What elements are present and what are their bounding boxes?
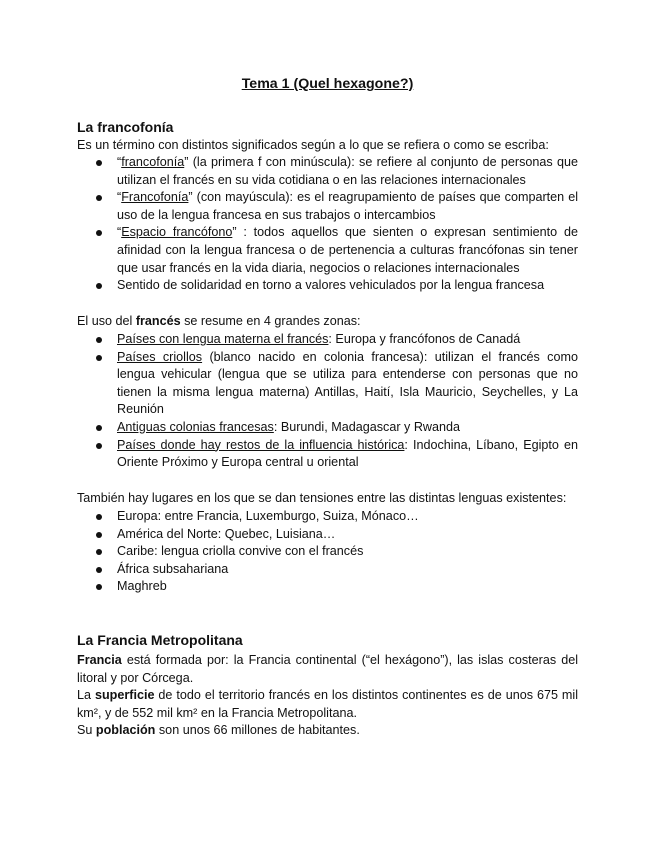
section-heading-francofonia: La francofonía [77,119,174,135]
list-item: Maghreb [77,578,578,596]
list-item: Sentido de solidaridad en torno a valores vehiculados por la lengua francesa [77,277,578,295]
term: Países criollos [117,349,203,364]
list-item: Antiguas colonias francesas: Burundi, Madagascar y Rwanda [77,419,578,437]
term: Francofonía [121,190,189,205]
bullet-icon [96,425,102,431]
term: Espacio francófono [121,225,233,240]
list-item: Caribe: lengua criolla convive con el francés [77,543,578,561]
bullet-icon [96,584,102,590]
list-item: “Francofonía” (con mayúscula): es el reagrupamiento de países que comparten el uso de la lengua francesa en sus trabajos o intercambios [77,189,578,224]
section4-paragraph-3: Su población son unos 66 millones de habitantes. [77,723,360,737]
term: Países con lengua materna el francés [117,332,329,346]
section4-paragraph-1: Francia está formada por: la Francia continental (“el hexágono”), las islas costeras del litoral y por Córcega. [77,653,578,685]
list-item: Países con lengua materna el francés: Europa y francófonos de Canadá [77,331,578,349]
bullet-icon [96,549,102,555]
list-item: África subsahariana [77,561,578,579]
term: Países donde hay restos de la influencia histórica [117,437,405,452]
term: francofonía [121,155,185,169]
bullet-icon [96,532,102,538]
zones-list [77,331,578,472]
list-item: América del Norte: Quebec, Luisiana… [77,526,578,544]
bullet-icon [96,567,102,573]
list-item: Países criollos (blanco nacido en colonia francesa): utilizan el francés como lengua vehicular (lengua que se utiliza para entenderse con personas que no tienen la misma lengua materna) Antillas, Haití, Isla Mauricio, Seychelles, y La Reunión [77,349,578,419]
section2-intro: El uso del francés se resume en 4 grandes zonas: [77,314,361,328]
section4-paragraph-2: La superficie de todo el territorio francés en los distintos continentes es de unos 675 mil km², y de 552 mil km² en la Francia Metropolitana. [77,688,578,720]
bullet-icon [96,514,102,520]
section1-intro: Es un término con distintos significados según a lo que se refiera o como se escriba: [77,138,549,152]
bullet-icon [96,355,102,361]
section-heading-francia-metropolitana: La Francia Metropolitana [77,632,243,648]
section3-intro: También hay lugares en los que se dan tensiones entre las distintas lenguas existentes: [77,491,567,505]
bullet-icon [96,230,102,236]
list-item: “francofonía” (la primera f con minúscula): se refiere al conjunto de personas que utilizan el francés en su vida cotidiana o en las relaciones internacionales [77,154,578,189]
bullet-icon [96,160,102,166]
bullet-icon [96,443,102,449]
bullet-icon [96,337,102,343]
bullet-icon [96,283,102,289]
bullet-icon [96,195,102,201]
page-title: Tema 1 (Quel hexagone?) [241,76,414,92]
list-item: “Espacio francófono” : todos aquellos que sienten o expresan sentimiento de afinidad con la lengua francesa o de pertenencia a culturas francófonas sin tener que usar francés en la vida diaria, negocios o relaciones internacionales [77,224,578,277]
tensions-list [77,508,578,596]
francofonia-list [77,154,578,295]
list-item: Europa: entre Francia, Luxemburgo, Suiza, Mónaco… [77,508,578,526]
term: Antiguas colonias francesas [117,419,274,434]
list-item: Países donde hay restos de la influencia histórica: Indochina, Líbano, Egipto en Oriente Próximo y Europa central u oriental [77,437,578,472]
